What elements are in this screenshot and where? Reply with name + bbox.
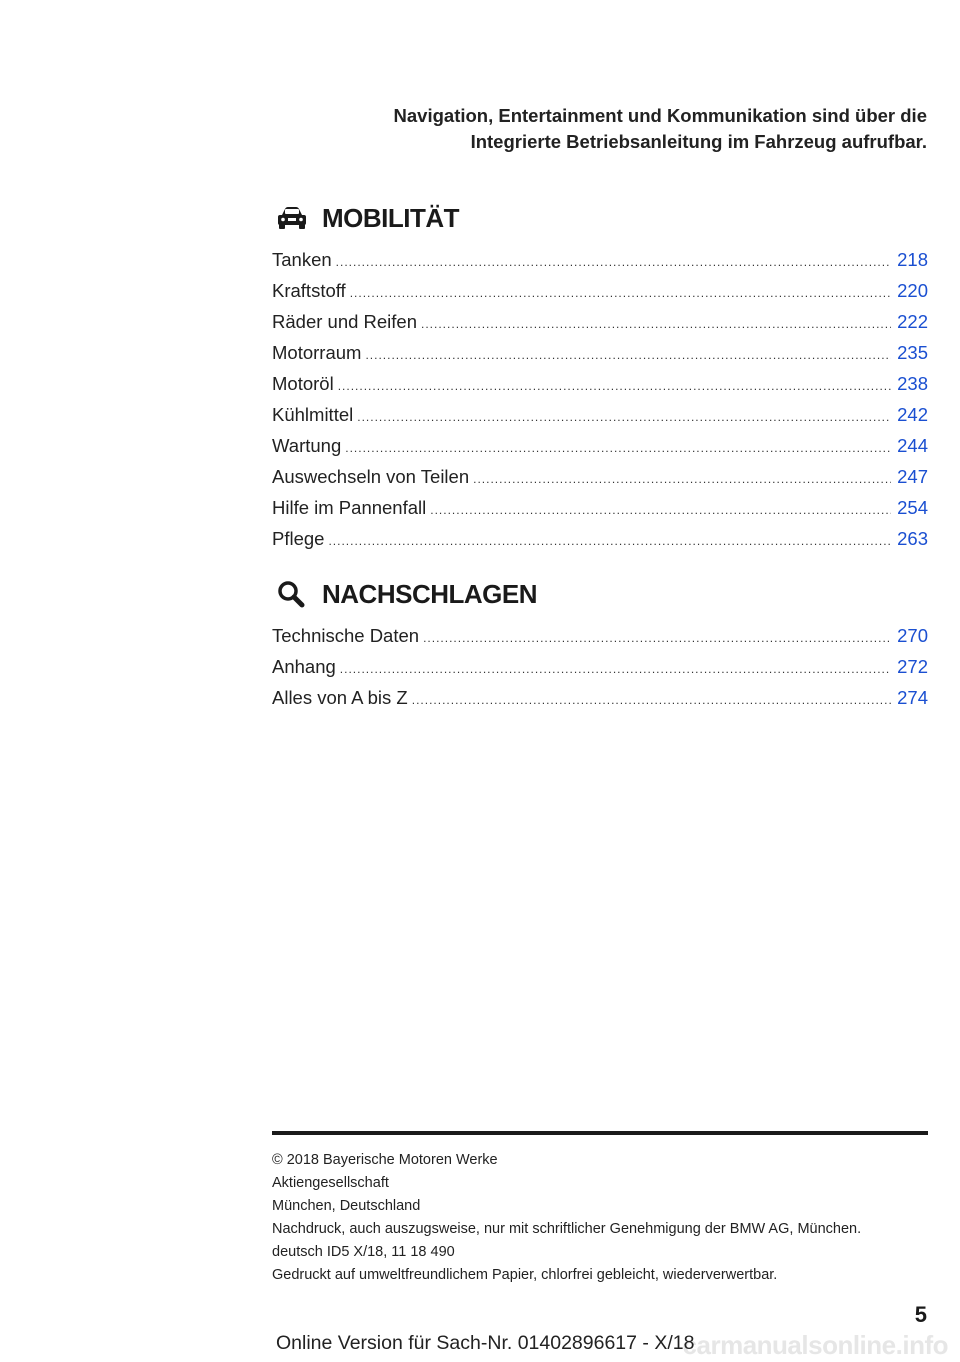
toc-entry-label: Anhang: [272, 656, 336, 677]
toc-entry-label: Hilfe im Pannenfall: [272, 497, 427, 518]
page-number: 5: [914, 1302, 927, 1327]
toc-leader-dots: [430, 495, 891, 526]
toc-entry-tanken[interactable]: [272, 244, 928, 275]
car-icon: [272, 198, 312, 238]
toc-leader-dots: [421, 309, 891, 340]
section-mobilitaet: [272, 198, 928, 554]
toc-leader-dots: [423, 623, 891, 654]
toc-page-link[interactable]: 270: [897, 625, 928, 646]
toc-page-link[interactable]: 238: [897, 373, 928, 394]
imprint-line: © 2018 Bayerische Motoren Werke: [272, 1152, 498, 1168]
toc-page-link[interactable]: 218: [897, 249, 928, 270]
toc-page-link[interactable]: 244: [897, 435, 928, 456]
toc-entry-label: Technische Daten: [272, 625, 420, 646]
toc-entry-wartung[interactable]: [272, 430, 928, 461]
toc-entry-raeder-reifen[interactable]: [272, 306, 928, 337]
toc-leader-dots: [473, 464, 891, 495]
toc-entry-technische-daten[interactable]: [272, 620, 928, 651]
section-title: MOBILITÄT: [322, 202, 460, 233]
toc-entry-pannenfall[interactable]: [272, 492, 928, 523]
toc-leader-dots: [350, 278, 891, 309]
section-nachschlagen: [272, 574, 928, 713]
toc-entry-kuehlmittel[interactable]: [272, 399, 928, 430]
toc-entry-label: Tanken: [272, 249, 332, 270]
toc-entry-label: Alles von A bis Z: [272, 687, 408, 708]
toc-entry-a-bis-z[interactable]: [272, 682, 928, 713]
online-version-note: Online Version für Sach-Nr. 01402896617 - X/18: [276, 1332, 695, 1354]
section-title: NACHSCHLAGEN: [322, 578, 537, 609]
intro-line-1: Navigation, Entertainment und Kommunikation sind über die: [393, 105, 927, 126]
section-header: [272, 198, 928, 238]
toc-entry-auswechseln[interactable]: [272, 461, 928, 492]
toc-entry-motoroel[interactable]: [272, 368, 928, 399]
toc-page-link[interactable]: 222: [897, 311, 928, 332]
toc-entry-label: Räder und Reifen: [272, 311, 418, 332]
toc-list: [272, 620, 928, 713]
toc-leader-dots: [357, 402, 891, 433]
imprint-line: München, Deutschland: [272, 1198, 421, 1214]
toc-entry-kraftstoff[interactable]: [272, 275, 928, 306]
toc-page-link[interactable]: 235: [897, 342, 928, 363]
toc-leader-dots: [328, 526, 891, 557]
toc-page-link[interactable]: 272: [897, 656, 928, 677]
section-header: [272, 574, 928, 614]
toc-leader-dots: [345, 433, 891, 464]
toc-entry-label: Kraftstoff: [272, 280, 346, 301]
imprint: [272, 1149, 928, 1287]
toc-page-link[interactable]: 274: [897, 687, 928, 708]
footer-divider: [272, 1131, 928, 1135]
toc-list: [272, 244, 928, 554]
toc-leader-dots: [365, 340, 891, 371]
toc-leader-dots: [412, 685, 891, 716]
toc-entry-anhang[interactable]: [272, 651, 928, 682]
toc-entry-label: Auswechseln von Teilen: [272, 466, 470, 487]
toc-leader-dots: [336, 247, 891, 278]
intro-line-2: Integrierte Betriebsanleitung im Fahrzeug aufrufbar.: [470, 131, 927, 152]
magnifier-icon: [272, 574, 312, 614]
toc-entry-label: Wartung: [272, 435, 342, 456]
toc-page-link[interactable]: 220: [897, 280, 928, 301]
imprint-line: Nachdruck, auch auszugsweise, nur mit schriftlicher Genehmigung der BMW AG, München.: [272, 1221, 862, 1237]
toc-entry-motorraum[interactable]: [272, 337, 928, 368]
toc-entry-label: Kühlmittel: [272, 404, 354, 425]
toc-entry-label: Motorraum: [272, 342, 362, 363]
toc-entry-pflege[interactable]: [272, 523, 928, 554]
toc-page-link[interactable]: 242: [897, 404, 928, 425]
imprint-line: deutsch ID5 X/18, 11 18 490: [272, 1244, 455, 1260]
toc-page-link[interactable]: 247: [897, 466, 928, 487]
toc-entry-label: Motoröl: [272, 373, 334, 394]
intro-note: [287, 103, 927, 155]
watermark: carmanualsonline.info: [682, 1330, 948, 1360]
toc-leader-dots: [338, 371, 891, 402]
imprint-line: Gedruckt auf umweltfreundlichem Papier, chlorfrei gebleicht, wiederverwertbar.: [272, 1267, 778, 1283]
toc-leader-dots: [340, 654, 891, 685]
imprint-line: Aktiengesellschaft: [272, 1175, 389, 1191]
toc-entry-label: Pflege: [272, 528, 325, 549]
toc-page-link[interactable]: 254: [897, 497, 928, 518]
toc-page-link[interactable]: 263: [897, 528, 928, 549]
